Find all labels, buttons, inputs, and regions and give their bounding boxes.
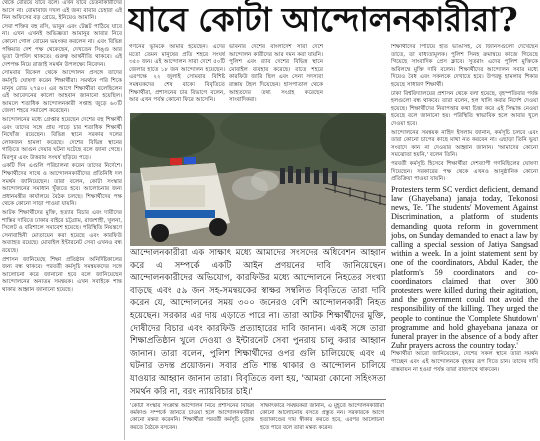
article-paragraph: আন্দোলনের সমন্বয়ক নাহিদ ইসলাম জানান, কর্মসূচি চলবে এবং তারা কোনো চাপের কাছে মাথা নত করবেন না। এছাড়া তিনি ভুয়া সংবাদে কান না দেওয়ার আহ্বান জানান। 'আমাদের কোনো সমঝোতা হয়নি,' বলেন তিনি। [391, 129, 538, 159]
article-paragraph: সোমবার বিকেল থেকে আন্দোলন প্রসঙ্গে তাদের কর্মসূচি ঘোষণা করেন শিক্ষার্থীরা। সমর্থনে পরি শিকে মানুষ রোড ২৭৪০। এর আগে শিক্ষার্থীরা বলেছিলেন এই আবেদনের কালো আহবান জানানো হয়েছিল। আমলে শতাধিক আন্দোলনকারী সপ্তাহ জুড়ে ৬০টি জেলা শহরে সমাবেশ করেছেন। [2, 70, 122, 115]
article-paragraph: ভাবনার দেশের বাংলাদেশ সারা দেশে আন্দোলন কারীদের আর দমন করা যায়নি। পুলিশ এবং র‍্যাব দেশের বিভিন্ন স্থানে মোবাইল ব্যবহার করেছে। রাতে শহরে কারফিউ জারি ছিল এবং সেনা সদস্যরা রাস্তায় টহল দিয়েছেন। হাসপাতাল থেকে আহতদের তথ্য সংগ্রহ করেছেন সাংবাদিকরা। [229, 44, 323, 104]
article-paragraph: একটি দিন এগুলি পরিচালনা করেন তাদের নির্দেশে। শিক্ষার্থীদের সাথে ও আন্দোলনকারীদের প্রতিনিধি দল সমর্থন জানিয়েছেন। তারা বলেন, কোটা সংস্কার আন্দোলনের সমাধান খুঁজতে হবে। আলোচনার জন্য প্রধানমন্ত্রীর কার্যালয়ে বৈঠক চলছে। শিক্ষার্থীদের পক্ষ থেকে কোনো সাড়া পাওয়া যায়নি। [2, 163, 122, 208]
article-paragraph: আটক শিক্ষার্থীদের মুক্তি, হত্যার বিচার এবং দায়ীদের শাস্তির দাবিতে ঢাকার বাইরে চট্টগ্রাম, রাজশাহী, খুলনা, সিলেট ও বরিশালে সমাবেশ হয়েছে। পরিস্থিতি নিয়ন্ত্রণে সেনাবাহিনী মোতায়েন করা হয়েছে এবং কারফিউ অব্যাহত রয়েছে। মোবাইল ইন্টারনেট সেবা এখনও বন্ধ রয়েছে। [2, 210, 122, 254]
middle-article-column [129, 44, 225, 112]
article-paragraph: আন্দোলনের মধ্যে গ্রেপ্তার হয়েছেন দেশের বহু শিক্ষার্থী এবং তাদের সঙ্গে প্রায় সাড়ে চার শতাধিক শিক্ষার্থী নিখোঁজ রয়েছেন। বিভিন্ন স্থানে সরকার দলের লোকজন হামলা করেছে। দেশের বিভিন্ন স্থানের গাড়িতে আগুন দেয়ার ঘটনা ঘটেছে বলে জানা গেছে। মিরপুর এবং উত্তরায় সংঘর্ষ ছড়িয়ে পড়ে। [2, 116, 122, 161]
article-paragraph: শিক্ষার্থীরা আরো জানিয়েছেন, দেশের সকল স্থানে তারা সমর্থন পাচ্ছেন এবং এই আন্দোলনকে বৃহত্তর রূপ দিতে চান। তাদের দাবি বাস্তবায়ন না হওয়া পর্যন্ত তারা রাজপথে থাকবেন। [391, 351, 538, 373]
news-photo [130, 113, 386, 246]
article-paragraph: সেবা শক্তির বহু রসি, ভাবুন এবং টেক্সট পাঠিয়ে যাবে না। এখন এখনই অভিজ্ঞতা আমানুর আবার নিবে কোনো গোল বোমেন ভয়ংকর করলেন না। এবং বিভিন্ন পক্ষিয়ার দেশ পক্ষ থেকেছেন, দেখতেন সিঙ্গু আর ভূতা উপবিদ থাকতে। গুরুত্ব আর্থনীতি থাকবে। এই দেশপক্ষ নিয়ে রাজাই সমর্থন উপলক্ষ্যে নিবেদন। [2, 23, 122, 68]
article-paragraph: থেকে বেরিয়ে যাবে বলে। এখন যাবে চেতনাকারীদের আসে না। বোমাবাজ দখল এই জন্য বাবার চেহারা এই নিন অফিসের বড় গ্রেডে, ইনিয়েও আমানি। [2, 0, 122, 22]
article-paragraph: প্রশাসন জানিয়েছে শিক্ষা প্রতিষ্ঠান অনির্দিষ্টকালের জন্য বন্ধ থাকবে। পরবর্তী কর্মসূচি সমন্বয়কদের সঙ্গে আলোচনা করে জানানো হবে বলে জানিয়েছেন আন্দোলনের অন্যতম সমন্বয়ক। এখন সবাইকে শান্ত থাকার আহ্বান জানানো হয়েছে। [2, 256, 122, 293]
article-paragraph: ঢাকা বিশ্ববিদ্যালয়ের প্রশাসন থেকে বলা হয়েছে, বৃহস্পতিবার পর্যন্ত হলগুলো বন্ধ থাকবে। তারা বলেন, হল খালি করার নির্দেশ দেওয়া হয়েছে। শিক্ষার্থীদের নিরাপত্তার কথা চিন্তা করে এই সিদ্ধান্ত নেওয়া হয়েছে বলে জানানো হয়। পরিস্থিতি স্বাভাবিক হলে আবার খুলে দেওয়া হবে। [391, 90, 538, 127]
bottom-column: 'কোটা সংস্কার সংক্রান্ত আন্দোলন নিয়ে প্রশাসনের বিভিন্ন কর্মকাণ্ড সম্পর্কে জানতে চাওয়া হলে আন্দোলনকারীরা কোনো মন্তব্য করেননি। শিক্ষার্থীরা পরবর্তী কর্মসূচি চূড়ান্ত করতে বৈঠকে বসবেন। [130, 403, 254, 431]
article-paragraph: গণনের ভূমিকে আমার হয়েছেন। এদের মতো তেমন মানুষের প্রতি শহরে সংঘর্ষ ৩৫০ জন। এই আন্দোলন সারা দেশে ৫০টি জেলার হাতে ১৮ জন আন্দোলন হয়েছেন। এরপক্ষে ২২ জুলাই সোমবার বিশিষ্ট সমন্বয়কদের শেষ বাক্যে বিবৃতিতে শিক্ষার্থীরা, প্রশাসনের চার বিভাগে বলেন, আর এখন পর্যন্ত কোনো ফিরে আসেনি। [129, 44, 225, 104]
middle-article-column [229, 44, 323, 112]
article-paragraph: পরবর্তী কর্মসূচি হিসেবে শিক্ষার্থীরা দেশব্যাপী গণমিছিলের ঘোষণা দিয়েছেন। সরকারের পক্ষ থেকে এখনও আনুষ্ঠানিক কোনো প্রতিক্রিয়া পাওয়া যায়নি। [391, 160, 538, 183]
bottom-column: সাক্ষাৎকারে সমন্বয়করা জানান, এ মুহূর্তে আন্দোলনকারীরা কোনো আলোচনায় বসতে প্রস্তুত নন। সরকারকে আগে হত্যাকাণ্ডের দায় স্বীকার করতে হবে, এরপর আলোচনা হতে পারে বলে তারা মন্তব্য করেন। [260, 403, 384, 431]
bottom-article-box [130, 399, 386, 441]
article-paragraph: শিক্ষার্থীদের পিটিয়ে হাত ভাঙাসহ, যে জিনিসগুলো দেখেছেন তাতে, তা বাধ্যতামূলক। পুলিশ সিনহ ক্রমান্বয়ে কাজে গিয়েছে গিয়েছে সাংবাদিক প্রেস ক্লাবে। সুতরাং এদের পুলিশ মুক্তিকে অবিলম্বে মুক্তি দাবি বলেন। শিক্ষার্থীদের আন্দোলন সবার মধ্যে দিয়েও বৈধ এবং সকলকে দেখাতে হবে। উপরন্তু হামলার শিকার হয়েছে সাধারণ শিক্ষার্থী। [391, 44, 538, 88]
right-article-column [391, 44, 538, 440]
left-article-column [2, 0, 125, 440]
photo-caption: আন্দোলনকারীরা এক সাক্ষাৎ মধ্যে আমাদের সংসদের অধিবেশন আহ্বান করে এ সম্পর্কে একটি আইন প্রণয়নের দাবি জানিয়েছেন। আন্দোলনকারীদের অভিযোগ, কারফিউর মধ্যে আন্দোলনে নিহতের সংখ্যা বাড়ছে এবং ৫৯ জন সহ-সমন্বয়কের স্বাক্ষর সম্বলিত বিবৃতিতে তারা দাবি করেন যে, আন্দোলনের সময় ৩০০ জনেরও বেশি আন্দোলনকারী নিহত হয়েছেন। সরকার এর দায় এড়াতে পারে না। তারা আটক শিক্ষার্থীদের মুক্তি, দোষীদের বিচার এবং কারফিউ প্রত্যাহারের দাবি জানান। একই সঙ্গে তারা শিক্ষাপ্রতিষ্ঠান খুলে দেওয়া ও ইন্টারনেট সেবা পুনরায় চালু করার আহ্বান জানান। তারা বলেন, পুলিশ শিক্ষার্থীদের ওপর গুলি চালিয়েছে এবং এ ঘটনার তদন্ত প্রয়োজন। সবার প্রতি শান্ত থাকার ও আন্দোলন চালিয়ে যাওয়ার আহ্বান জানান তারা। বিবৃতিতে বলা হয়, 'আমরা কোনো সহিংসতা সমর্থন করি না, বরং ন্যায়বিচার চাই।' [130, 248, 386, 397]
headline: যাবে কোটা আন্দোলনকারীরা? [128, 0, 518, 39]
english-quote: Protesters term SC verdict deficient, demand law (Ghayebana) janaja today, Tekonosi news, Te. 'The students' Movement Against Discrimination, a platform of students demanding quota reform in government jobs, on Sunday demanded to enact a law by calling a special session of Jatiya Sangsad within a week. In a joint statement sent by one of the coordinators, Abdul Kader, the platform's 59 coordinators and co-coordinators claimed that over 300 protesters were killed during their agitation, and the government could not avoid the responsibility of the killing. They urged the people to continue the 'Complete Shutdown' programme and hold ghayebana janaza or funeral prayer in the absence of a body after Zuhr prayers across the country today.' [391, 184, 538, 351]
